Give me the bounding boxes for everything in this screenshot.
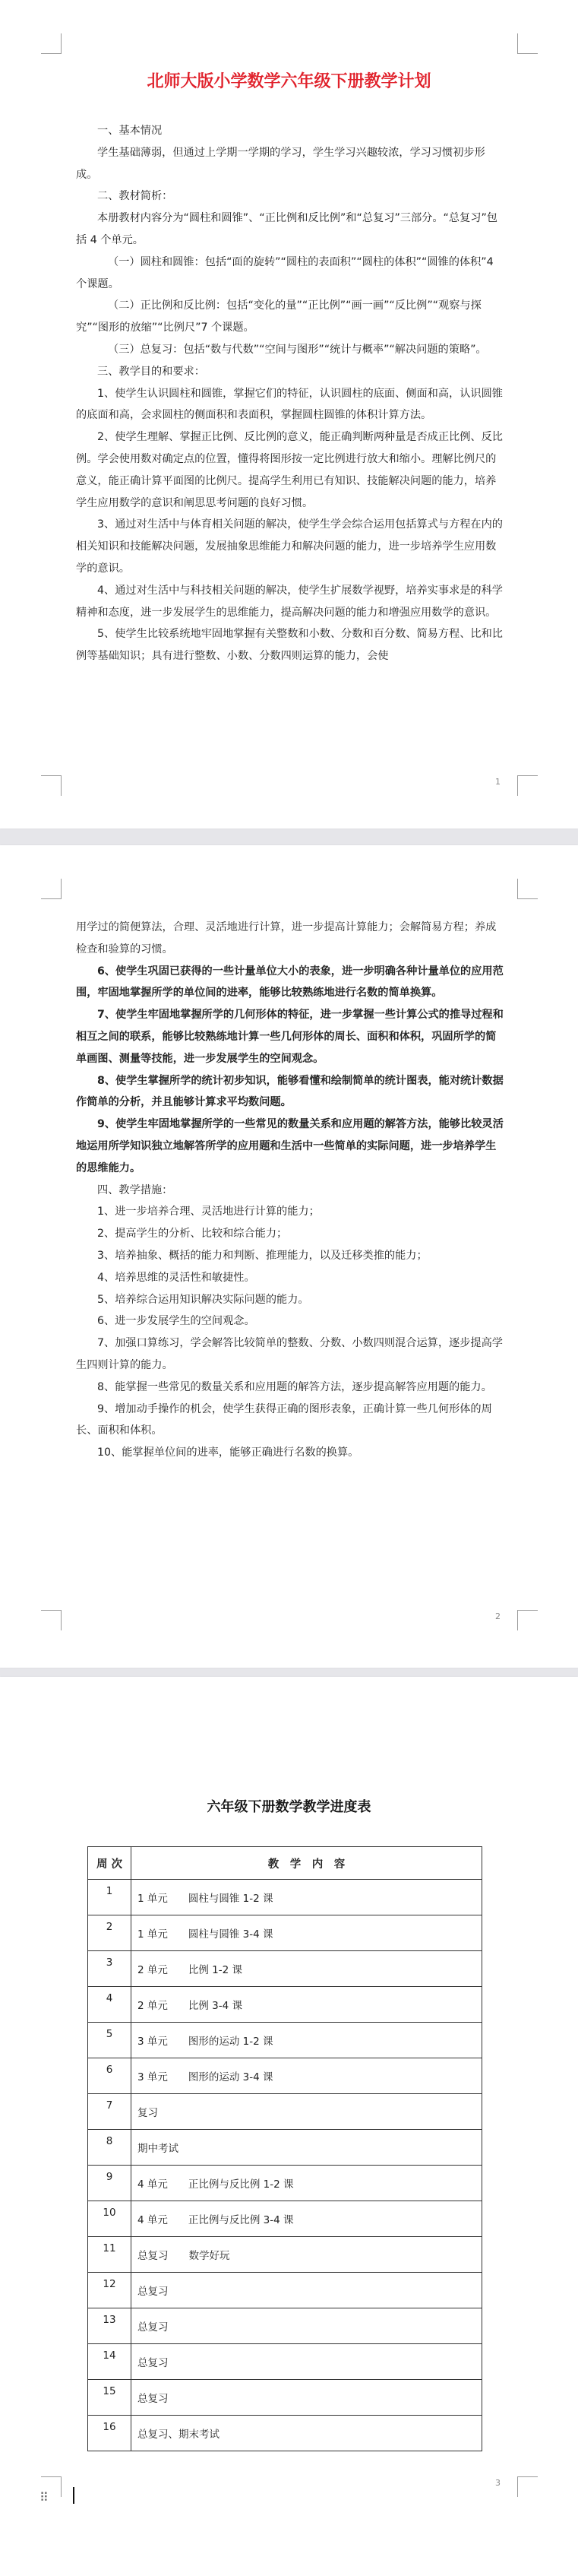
week-cell: 8 [88, 2130, 131, 2166]
section-heading: 三、教学目的和要求： [97, 365, 205, 378]
paragraph: 5、使学生比较系统地牢固地掌握有关整数和小数、分数和百分数、简易方程、比和比例等基础知识；具有进行整数、小数、分数四则运算的能力，会使 [76, 628, 503, 663]
drag-handle-icon[interactable]: ⠿ [39, 2490, 47, 2505]
week-cell: 1 [88, 1880, 131, 1915]
content-cell: 4 单元 正比例与反比例 1-2 课 [131, 2166, 482, 2201]
table-row [88, 1987, 482, 2023]
content-cell: 2 单元 比例 1-2 课 [131, 1951, 482, 1987]
section-heading: 四、教学措施： [97, 1183, 173, 1196]
week-cell: 7 [88, 2094, 131, 2130]
week-cell: 12 [88, 2273, 131, 2308]
table-row [88, 1915, 482, 1951]
page-number: 3 [495, 2478, 501, 2488]
paragraph: 2、使学生理解、掌握正比例、反比例的意义，能正确判断两种量是否成正比例、反比例。学会使用数对确定点的位置，懂得将图形按一定比例进行放大和缩小。理解比例尺的意义，能正确计算平面图的比例尺。提高学生利用已有知识、技能解决问题的能力，培养学生应用数学的意识和阐思思考问题的良好习惯。 [76, 431, 503, 509]
table-row [88, 2023, 482, 2058]
page2-body[interactable] [76, 917, 505, 1464]
week-column-header: 周 次 [88, 1847, 131, 1880]
paragraph: 学生基础薄弱，但通过上学期一学期的学习，学生学习兴趣较浓，学习习惯初步形成。 [76, 146, 485, 181]
content-cell: 3 单元 图形的运动 1-2 课 [131, 2023, 482, 2058]
week-cell: 3 [88, 1951, 131, 1987]
paragraph: 1、使学生认识圆柱和圆锥，掌握它们的特征，认识圆柱的底面、侧面和高，认识圆锥的底面和高，会求圆柱的侧面积和表面积，掌握圆柱圆锥的体积计算方法。 [76, 387, 503, 422]
page-number: 1 [495, 777, 501, 787]
content-cell: 期中考试 [131, 2130, 482, 2166]
margin-mark-bottom-left [41, 1610, 62, 1630]
week-cell: 11 [88, 2237, 131, 2273]
week-cell: 2 [88, 1915, 131, 1951]
week-cell: 5 [88, 2023, 131, 2058]
list-item: 5、培养综合运用知识解决实际问题的能力。 [97, 1293, 309, 1306]
table-row [88, 2201, 482, 2237]
margin-mark-bottom-right [517, 775, 538, 796]
table-row [88, 2058, 482, 2094]
page-number: 2 [495, 1611, 501, 1621]
paragraph: 本册教材内容分为“圆柱和圆锥”、“正比例和反比例”和“总复习”三部分。“总复习”包括 4 个单元。 [76, 212, 497, 246]
content-cell: 总复习 [131, 2308, 482, 2344]
table-header-row [88, 1847, 482, 1880]
content-cell: 总复习 [131, 2380, 482, 2416]
list-item: 2、提高学生的分析、比较和综合能力； [97, 1228, 288, 1240]
margin-mark-top-right [517, 33, 538, 54]
list-item: 1、进一步培养合理、灵活地进行计算的能力； [97, 1206, 320, 1218]
table-row [88, 2416, 482, 2451]
table-row [88, 2308, 482, 2344]
section-heading: 二、教材简析： [97, 190, 173, 203]
paragraph: （二）正比例和反比例：包括“变化的量”“正比例”“画一画”“反比例”“观察与探究”“图形的放缩”“比例尺”7 个课题。 [76, 299, 482, 334]
margin-mark-bottom-right [517, 2476, 538, 2497]
paragraph: 8、使学生掌握所学的统计初步知识，能够看懂和绘制简单的统计图表，能对统计数据作简单的分析，并且能够计算求平均数问题。 [76, 1074, 504, 1109]
content-cell: 1 单元 圆柱与圆锥 1-2 课 [131, 1880, 482, 1915]
content-cell: 4 单元 正比例与反比例 3-4 课 [131, 2201, 482, 2237]
margin-mark-top-left [41, 33, 62, 54]
paragraph: 用学过的简便算法，合理、灵活地进行计算，进一步提高计算能力；会解简易方程；养成检查和验算的习惯。 [76, 921, 497, 955]
content-cell: 总复习 数学好玩 [131, 2237, 482, 2273]
list-item: 8、能掌握一些常见的数量关系和应用题的解答方法，逐步提高解答应用题的能力。 [97, 1380, 492, 1393]
content-cell: 总复习、期末考试 [131, 2416, 482, 2451]
week-cell: 9 [88, 2166, 131, 2201]
paragraph: 4、通过对生活中与科技相关问题的解决，使学生扩展数学视野，培养实事求是的科学精神和态度，进一步发展学生的思维能力，提高解决问题的能力和增强应用数学的意识。 [76, 584, 503, 619]
margin-mark-top-right [517, 879, 538, 899]
table-row [88, 2344, 482, 2380]
week-cell: 4 [88, 1987, 131, 2023]
table-row [88, 2273, 482, 2308]
content-cell: 总复习 [131, 2273, 482, 2308]
margin-mark-bottom-right [517, 1610, 538, 1630]
week-cell: 15 [88, 2380, 131, 2416]
paragraph: 7、使学生牢固地掌握所学的几何形体的特征，进一步掌握一些计算公式的推导过程和相互之间的联系，能够比较熟练地计算一些几何形体的周长、面积和体积，巩固所学的简单画图、测量等技能，进一步发展学生的空间观念。 [76, 1009, 504, 1065]
content-column-header: 教 学 内 容 [131, 1847, 482, 1880]
content-cell: 3 单元 图形的运动 3-4 课 [131, 2058, 482, 2094]
text-cursor [73, 2487, 74, 2504]
document-title: 北师大版小学数学六年级下册教学计划 [147, 72, 431, 91]
table-row [88, 1880, 482, 1915]
week-cell: 14 [88, 2344, 131, 2380]
paragraph: 9、使学生牢固地掌握所学的一些常见的数量关系和应用题的解答方法，能够比较灵活地运用所学知识独立地解答所学的应用题和生活中一些简单的实际问题，进一步培养学生的思维能力。 [76, 1118, 504, 1174]
paragraph: （三）总复习：包括“数与代数”“空间与图形”“统计与概率”“解决问题的策略”。 [108, 343, 487, 356]
table-row [88, 2094, 482, 2130]
list-item: 10、能掌握单位间的进率，能够正确进行名数的换算。 [97, 1446, 359, 1459]
paragraph: 3、通过对生活中与体育相关问题的解决，使学生学会综合运用包括算式与方程在内的相关知识和技能解决问题，发展抽象思维能力和解决问题的能力，进一步培养学生应用数学的意识。 [76, 518, 503, 575]
paragraph: （一）圆柱和圆锥：包括“面的旋转”“圆柱的表面积”“圆柱的体积”“圆锥的体积”4 个课题。 [76, 255, 494, 290]
paragraph: 6、使学生巩固已获得的一些计量单位大小的表象，进一步明确各种计量单位的应用范围，牢固地掌握所学的单位间的进率，能够比较熟练地进行名数的简单换算。 [76, 965, 504, 1000]
list-item: 4、培养思维的灵活性和敏捷性。 [97, 1271, 255, 1284]
margin-mark-bottom-left [41, 775, 62, 796]
list-item: 9、增加动手操作的机会，使学生获得正确的图形表象，正确计算一些几何形体的周长、面积和体积。 [76, 1402, 492, 1437]
table-row [88, 2237, 482, 2273]
section-heading: 一、基本情况 [97, 125, 163, 137]
week-cell: 13 [88, 2308, 131, 2344]
table-row [88, 1951, 482, 1987]
content-cell: 2 单元 比例 3-4 课 [131, 1987, 482, 2023]
week-cell: 6 [88, 2058, 131, 2094]
content-cell: 1 单元 圆柱与圆锥 3-4 课 [131, 1915, 482, 1951]
list-item: 6、进一步发展学生的空间观念。 [97, 1315, 255, 1328]
margin-mark-top-left [41, 879, 62, 899]
week-cell: 10 [88, 2201, 131, 2237]
table-row [88, 2130, 482, 2166]
schedule-table[interactable] [87, 1846, 482, 2451]
week-cell: 16 [88, 2416, 131, 2451]
page1-body[interactable] [76, 120, 505, 667]
table-row [88, 2166, 482, 2201]
content-cell: 复习 [131, 2094, 482, 2130]
table-row [88, 2380, 482, 2416]
list-item: 3、培养抽象、概括的能力和判断、推理能力，以及迁移类推的能力； [97, 1249, 428, 1262]
content-cell: 总复习 [131, 2344, 482, 2380]
schedule-title: 六年级下册数学教学进度表 [207, 1799, 371, 1815]
list-item: 7、加强口算练习，学会解答比较简单的整数、分数、小数四则混合运算，逐步提高学生四则计算的能力。 [76, 1337, 503, 1371]
